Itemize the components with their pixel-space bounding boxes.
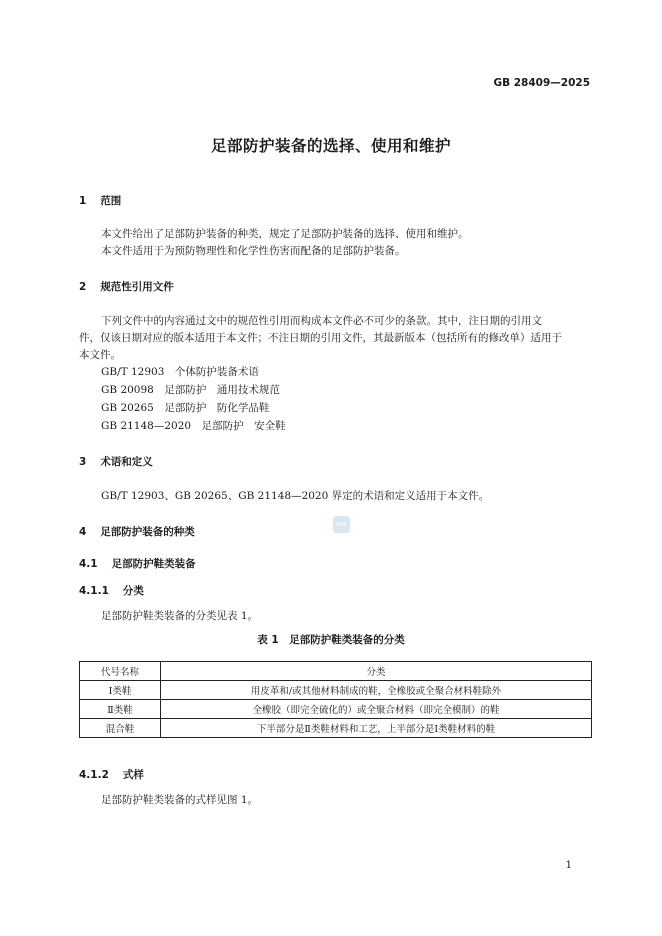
column-header: 代号名称 <box>80 662 161 681</box>
paragraph-line: 下列文件中的内容通过文中的规范性引用而构成本文件必不可少的条款。其中，注日期的引用文 <box>101 315 542 327</box>
table-cell: 用皮革和/或其他材料制成的鞋，全橡胶或全聚合材料鞋除外 <box>161 681 592 700</box>
table-cell: 下半部分是Ⅱ类鞋材料和工艺，上半部分是Ⅰ类鞋材料的鞋 <box>161 719 592 738</box>
section-title: 分类 <box>122 585 144 597</box>
reference-item: GB/T 12903 个体防护装备术语 <box>101 366 259 378</box>
section-4-heading <box>79 524 195 539</box>
subsection-4-1-2-heading <box>79 767 144 782</box>
table-row <box>80 681 592 700</box>
section-number: 2 <box>79 281 87 293</box>
classification-table <box>79 661 592 738</box>
section-number: 4.1.1 <box>79 585 109 597</box>
section-title: 范围 <box>100 195 122 207</box>
reference-item: GB 20098 足部防护 通用技术规范 <box>101 384 280 396</box>
section-1-heading <box>79 193 121 208</box>
section-title: 式样 <box>122 769 144 781</box>
table-header-row <box>80 662 592 681</box>
paragraph-line: 本文件。 <box>79 349 121 361</box>
paragraph: 足部防护鞋类装备的式样见图 1。 <box>101 794 259 806</box>
section-number: 1 <box>79 195 87 207</box>
reference-item: GB 21148—2020 足部防护 安全鞋 <box>101 420 286 432</box>
table-caption: 表 1 足部防护鞋类装备的分类 <box>257 634 405 646</box>
table-cell: 混合鞋 <box>80 719 161 738</box>
section-number: 3 <box>79 456 87 468</box>
subsection-4-1-1-heading <box>79 583 144 598</box>
paragraph: 本文件适用于为预防物理性和化学性伤害而配备的足部防护装备。 <box>101 245 406 257</box>
section-title: 足部防护鞋类装备 <box>111 558 196 570</box>
document-title: 足部防护装备的选择、使用和维护 <box>210 137 451 155</box>
page-number: 1 <box>565 860 572 871</box>
reference-item: GB 20265 足部防护 防化学品鞋 <box>101 402 270 414</box>
table-cell: 全橡胶（即完全硫化的）或全聚合材料（即完全模制）的鞋 <box>161 700 592 719</box>
paragraph: GB/T 12903、GB 20265、GB 21148—2020 界定的术语和定义适用于本文件。 <box>101 490 490 502</box>
table-row <box>80 719 592 738</box>
section-title: 足部防护装备的种类 <box>100 526 195 538</box>
paragraph-line: 件，仅该日期对应的版本适用于本文件；不注日期的引用文件，其最新版本（包括所有的修改单）适用于 <box>79 332 562 344</box>
table-cell: Ⅰ类鞋 <box>80 681 161 700</box>
section-number: 4.1.2 <box>79 769 109 781</box>
table-row <box>80 700 592 719</box>
section-title: 术语和定义 <box>100 456 153 468</box>
section-number: 4 <box>79 526 87 538</box>
table-cell: Ⅱ类鞋 <box>80 700 161 719</box>
paragraph: 本文件给出了足部防护装备的种类，规定了足部防护装备的选择、使用和维护。 <box>101 228 469 240</box>
column-header: 分类 <box>161 662 592 681</box>
sac-watermark-logo: SAC <box>333 516 350 533</box>
section-3-heading <box>79 454 153 469</box>
standard-number: GB 28409—2025 <box>493 77 590 89</box>
section-title: 规范性引用文件 <box>100 281 174 293</box>
subsection-4-1-heading <box>79 556 196 571</box>
paragraph: 足部防护鞋类装备的分类见表 1。 <box>101 610 259 622</box>
section-2-heading <box>79 279 174 294</box>
section-number: 4.1 <box>79 558 98 570</box>
